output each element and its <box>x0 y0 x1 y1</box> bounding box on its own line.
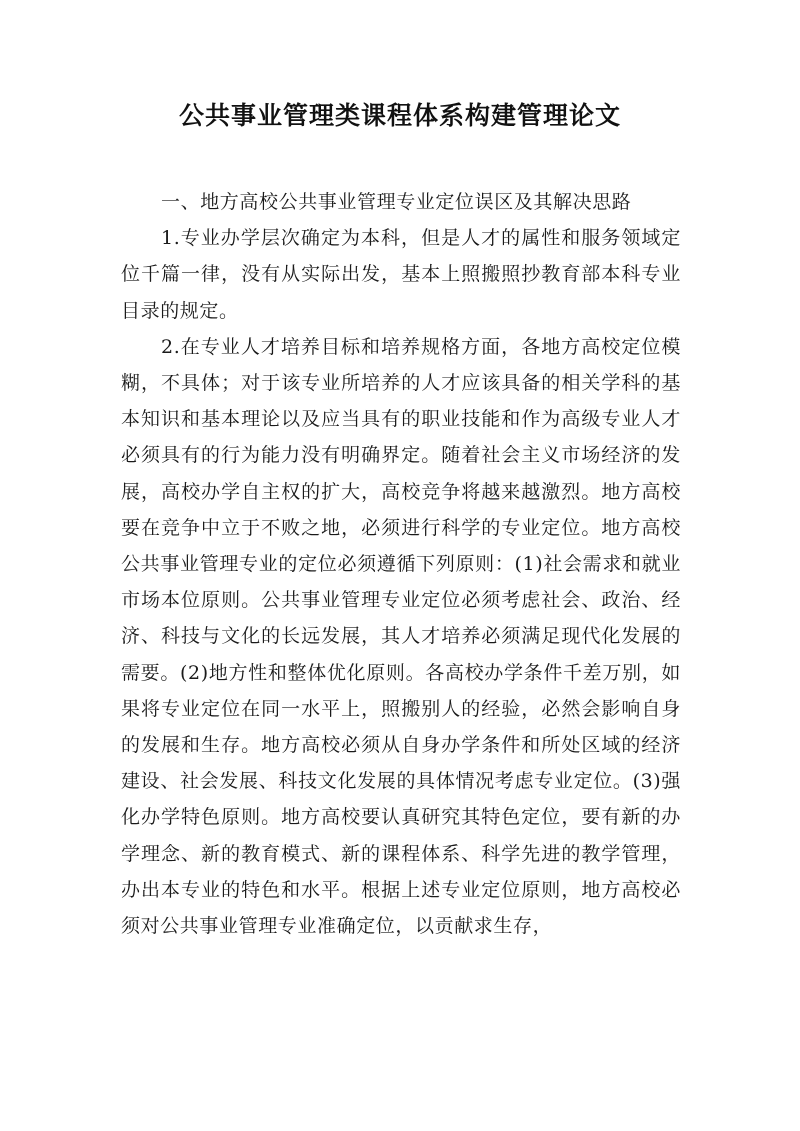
document-title: 公共事业管理类课程体系构建管理论文 <box>178 101 621 130</box>
paragraph-2: 2.在专业人才培养目标和培养规格方面，各地方高校定位模糊，不具体；对于该专业所培养的人才应该具备的相关学科的基本知识和基本理论以及应当具有的职业技能和作为高级专业人才必须具有的行为能力没有明确界定。随着社会主义市场经济的发展，高校办学自主权的扩大，高校竞争将越来越激烈。地方高校要在竞争中立于不败之地，必须进行科学的专业定位。地方高校公共事业管理专业的定位必须遵循下列原则：(1)社会需求和就业市场本位原则。公共事业管理专业定位必须考虑社会、政治、经济、科技与文化的长远发展，其人才培养必须满足现代化发展的需要。(2)地方性和整体优化原则。各高校办学条件千差万别，如果将专业定位在同一水平上，照搬别人的经验，必然会影响自身的发展和生存。地方高校必须从自身办学条件和所处区域的经济建设、社会发展、科技文化发展的具体情况考虑专业定位。(3)强化办学特色原则。地方高校要认真研究其特色定位，要有新的办学理念、新的教育模式、新的课程体系、科学先进的教学管理，办出本专业的特色和水平。根据上述专业定位原则，地方高校必须对公共事业管理专业准确定位，以贡献求生存， <box>121 335 681 938</box>
section-heading: 一、地方高校公共事业管理专业定位误区及其解决思路 <box>161 191 632 213</box>
paragraph-1: 1.专业办学层次确定为本科，但是人才的属性和服务领域定位千篇一律，没有从实际出发，基本上照搬照抄教育部本科专业目录的规定。 <box>121 227 681 322</box>
document-body <box>121 184 681 944</box>
